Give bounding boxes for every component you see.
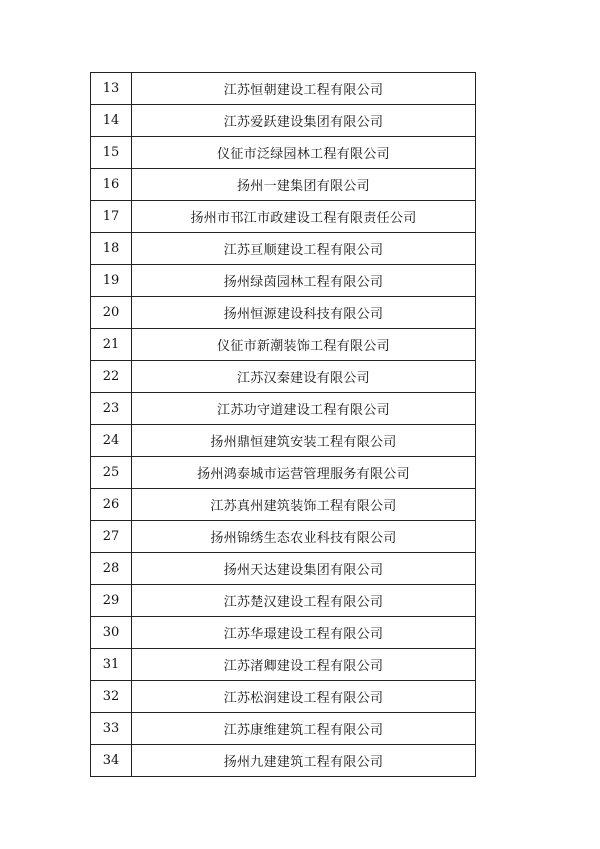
table-row [91, 105, 476, 137]
company-name: 扬州天达建设集团有限公司 [132, 553, 476, 585]
row-number: 24 [91, 425, 132, 457]
company-name: 扬州鼎恒建筑安装工程有限公司 [132, 425, 476, 457]
table-row [91, 681, 476, 713]
company-name: 江苏楚汉建设工程有限公司 [132, 585, 476, 617]
table-row [91, 489, 476, 521]
table-row [91, 265, 476, 297]
row-number: 25 [91, 457, 132, 489]
company-name: 江苏亘顺建设工程有限公司 [132, 233, 476, 265]
table-row [91, 233, 476, 265]
table-row [91, 169, 476, 201]
row-number: 16 [91, 169, 132, 201]
table-row [91, 361, 476, 393]
table-row [91, 393, 476, 425]
table-row [91, 457, 476, 489]
row-number: 27 [91, 521, 132, 553]
row-number: 21 [91, 329, 132, 361]
company-name: 扬州市邗江市政建设工程有限责任公司 [132, 201, 476, 233]
table-row [91, 297, 476, 329]
table-row [91, 585, 476, 617]
company-name: 江苏恒朝建设工程有限公司 [132, 73, 476, 105]
company-name: 仪征市新潮装饰工程有限公司 [132, 329, 476, 361]
table-row [91, 745, 476, 777]
table-row [91, 521, 476, 553]
row-number: 23 [91, 393, 132, 425]
row-number: 31 [91, 649, 132, 681]
table-row [91, 553, 476, 585]
table-row [91, 137, 476, 169]
company-name: 江苏松润建设工程有限公司 [132, 681, 476, 713]
row-number: 15 [91, 137, 132, 169]
company-name: 扬州一建集团有限公司 [132, 169, 476, 201]
row-number: 30 [91, 617, 132, 649]
row-number: 14 [91, 105, 132, 137]
company-name: 江苏汉秦建设有限公司 [132, 361, 476, 393]
row-number: 32 [91, 681, 132, 713]
company-name: 江苏真州建筑装饰工程有限公司 [132, 489, 476, 521]
table-row [91, 201, 476, 233]
company-name: 江苏功守道建设工程有限公司 [132, 393, 476, 425]
row-number: 18 [91, 233, 132, 265]
row-number: 34 [91, 745, 132, 777]
row-number: 26 [91, 489, 132, 521]
row-number: 28 [91, 553, 132, 585]
company-name: 扬州恒源建设科技有限公司 [132, 297, 476, 329]
row-number: 17 [91, 201, 132, 233]
table-body [91, 73, 476, 777]
company-name: 江苏爱跃建设集团有限公司 [132, 105, 476, 137]
table-row [91, 649, 476, 681]
company-name: 江苏康维建筑工程有限公司 [132, 713, 476, 745]
table-row [91, 329, 476, 361]
company-name: 扬州九建建筑工程有限公司 [132, 745, 476, 777]
table-row [91, 425, 476, 457]
table-row [91, 713, 476, 745]
table-row [91, 73, 476, 105]
row-number: 33 [91, 713, 132, 745]
row-number: 20 [91, 297, 132, 329]
row-number: 13 [91, 73, 132, 105]
company-name: 江苏华璟建设工程有限公司 [132, 617, 476, 649]
row-number: 19 [91, 265, 132, 297]
company-name: 扬州绿茵园林工程有限公司 [132, 265, 476, 297]
company-name: 扬州鸿泰城市运营管理服务有限公司 [132, 457, 476, 489]
company-name: 仪征市泛绿园林工程有限公司 [132, 137, 476, 169]
company-list-table [90, 72, 476, 777]
table-row [91, 617, 476, 649]
row-number: 22 [91, 361, 132, 393]
company-name: 江苏渚卿建设工程有限公司 [132, 649, 476, 681]
row-number: 29 [91, 585, 132, 617]
company-name: 扬州锦绣生态农业科技有限公司 [132, 521, 476, 553]
